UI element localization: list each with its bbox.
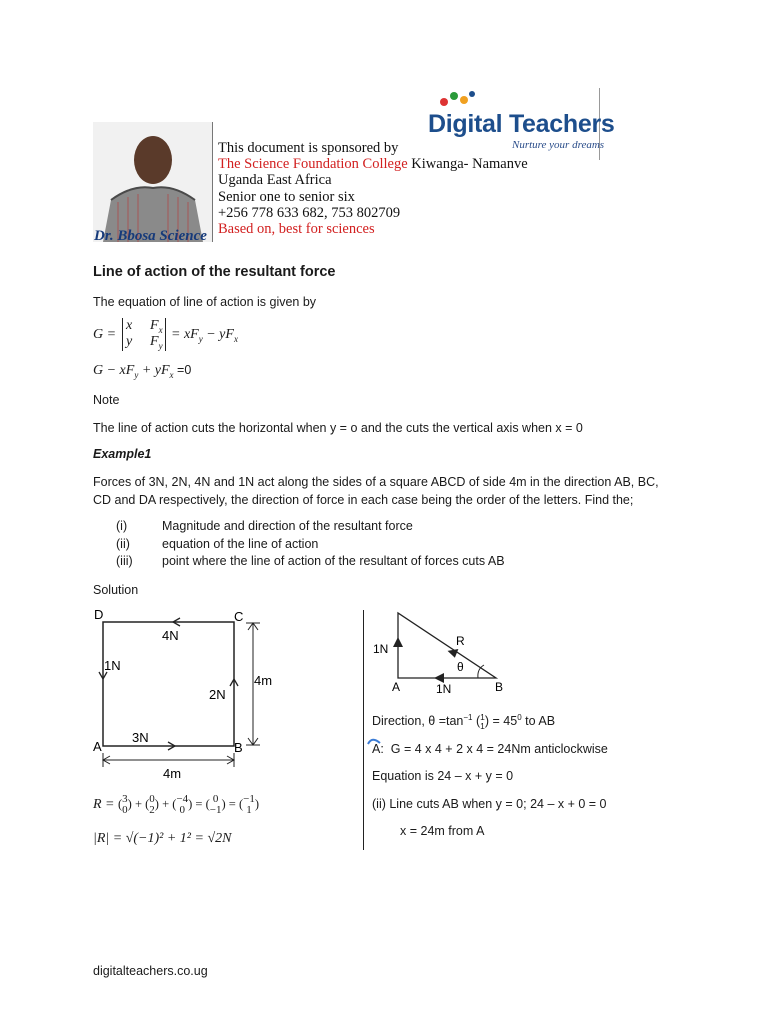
eq2-b: + yF — [138, 363, 170, 378]
corner-C: C — [234, 609, 244, 624]
force-2N: 2N — [209, 687, 226, 702]
note-label: Note — [93, 393, 120, 407]
horizontal-1N: 1N — [436, 682, 452, 696]
question-list — [116, 518, 505, 571]
triangle-resultant-diagram — [366, 605, 526, 697]
example-text-line-2: CD and DA respectively, the direction of force in each case being the order of the letters. Find the; — [93, 493, 634, 507]
direction-prefix: Direction, θ =tan — [372, 714, 464, 729]
R-abs-value: √(−1)² + 1² = √2N — [125, 831, 232, 846]
moment-value: G = 4 x 4 + 2 x 4 = 24Nm anticlockwise — [390, 742, 608, 756]
eq-left: G = — [93, 327, 117, 342]
eq2-c: =0 — [173, 363, 192, 377]
note-text: The line of action cuts the horizontal when y = o and the cuts the vertical axis when x = 0 — [93, 421, 583, 435]
moment-line — [372, 740, 608, 758]
vertical-1N: 1N — [373, 642, 389, 656]
intro-text: The equation of line of action is given by — [93, 295, 317, 309]
direction-value: = 45 — [489, 714, 518, 729]
matrix-F: F — [150, 334, 159, 349]
direction-line: Direction, $\theta =\tan^{-1}$ (1 $1) = 45^0$ to AB — [372, 711, 556, 731]
cuts-ab-line: (ii) Line cuts AB when y = 0; 24 – x + 0 = 0 — [372, 797, 607, 811]
sponsor-line: Senior one to senior six — [218, 188, 355, 205]
eq-right: = xF — [171, 327, 199, 342]
label-theta: θ — [457, 660, 464, 674]
matrix-y: y — [126, 334, 133, 349]
side-label: 4m — [254, 673, 273, 688]
list-item — [116, 518, 505, 536]
sponsor-block — [218, 140, 528, 237]
list-text: point where the line of action of the resultant of forces cuts AB — [162, 554, 505, 568]
solution-label: Solution — [93, 583, 139, 597]
footer-url: digitalteachers.co.ug — [93, 964, 208, 978]
list-item — [116, 536, 505, 554]
header-divider — [212, 122, 213, 242]
eq-tail: − yF — [206, 327, 234, 342]
equation-2: $G - xF_y + yF_x =0$ — [93, 363, 192, 380]
college-location: Kiwanga- Namanve — [411, 156, 528, 173]
resultant-magnitude — [93, 831, 231, 847]
corner-A: A — [93, 739, 102, 754]
force-1N: 1N — [104, 658, 121, 673]
eq2-a: G − xF — [93, 363, 135, 378]
section-title: Line of action of the resultant force — [93, 264, 336, 280]
list-item — [116, 553, 505, 571]
example-heading: Example1 — [93, 447, 152, 461]
list-text: equation of the line of action — [162, 536, 319, 551]
list-number: (i) — [116, 519, 128, 533]
arrow-up-icon — [393, 637, 403, 647]
bottom-label: 4m — [163, 766, 182, 781]
force-4N: 4N — [162, 628, 179, 643]
sponsor-phone: +256 778 633 682, 753 802709 — [218, 204, 401, 221]
R-label: R = — [93, 796, 115, 812]
sponsor-line: Uganda East Africa — [218, 172, 332, 189]
brand-tagline: Nurture your dreams — [512, 139, 605, 151]
matrix-F: F — [150, 318, 159, 333]
sponsor-line: This document is sponsored by — [218, 140, 399, 156]
corner-B: B — [234, 740, 243, 755]
label-R: R — [456, 634, 465, 648]
moment-prefix: A: — [372, 742, 384, 756]
equation-line: Equation is 24 – x + y = 0 — [372, 769, 514, 783]
list-text: Magnitude and direction of the resultant force — [162, 519, 413, 533]
author-photo — [93, 122, 213, 242]
list-number: (ii) — [116, 536, 130, 551]
resultant-vector-equation: R = (3 0) + (0 2) + (−4 0 ) = ( 0 −1) = (−1 1 ) — [93, 793, 259, 816]
matrix-x: x — [126, 318, 133, 333]
label-A: A — [392, 680, 401, 694]
example-text-line-1: Forces of 3N, 2N, 4N and 1N act along the sides of a square ABCD of side 4m in the direction AB, BC, — [93, 475, 659, 489]
R-abs-label: |R| = — [93, 831, 123, 846]
arrow-resultant-icon — [448, 649, 460, 659]
x-result-line: x = 24m from A — [400, 824, 485, 838]
sponsor-motto: Based on, best for sciences — [218, 221, 375, 238]
corner-D: D — [94, 607, 104, 622]
label-B: B — [495, 680, 504, 694]
direction-end: to AB — [521, 714, 556, 729]
square-force-diagram — [88, 606, 288, 782]
force-3N: 3N — [132, 730, 149, 745]
signature: Dr. Bbosa Science — [94, 228, 207, 244]
list-number: (iii) — [116, 554, 133, 568]
column-separator — [363, 610, 364, 850]
triangle — [398, 613, 496, 678]
college-name: The Science Foundation College — [218, 156, 408, 173]
brand-name: Digital Teachers — [428, 110, 615, 138]
